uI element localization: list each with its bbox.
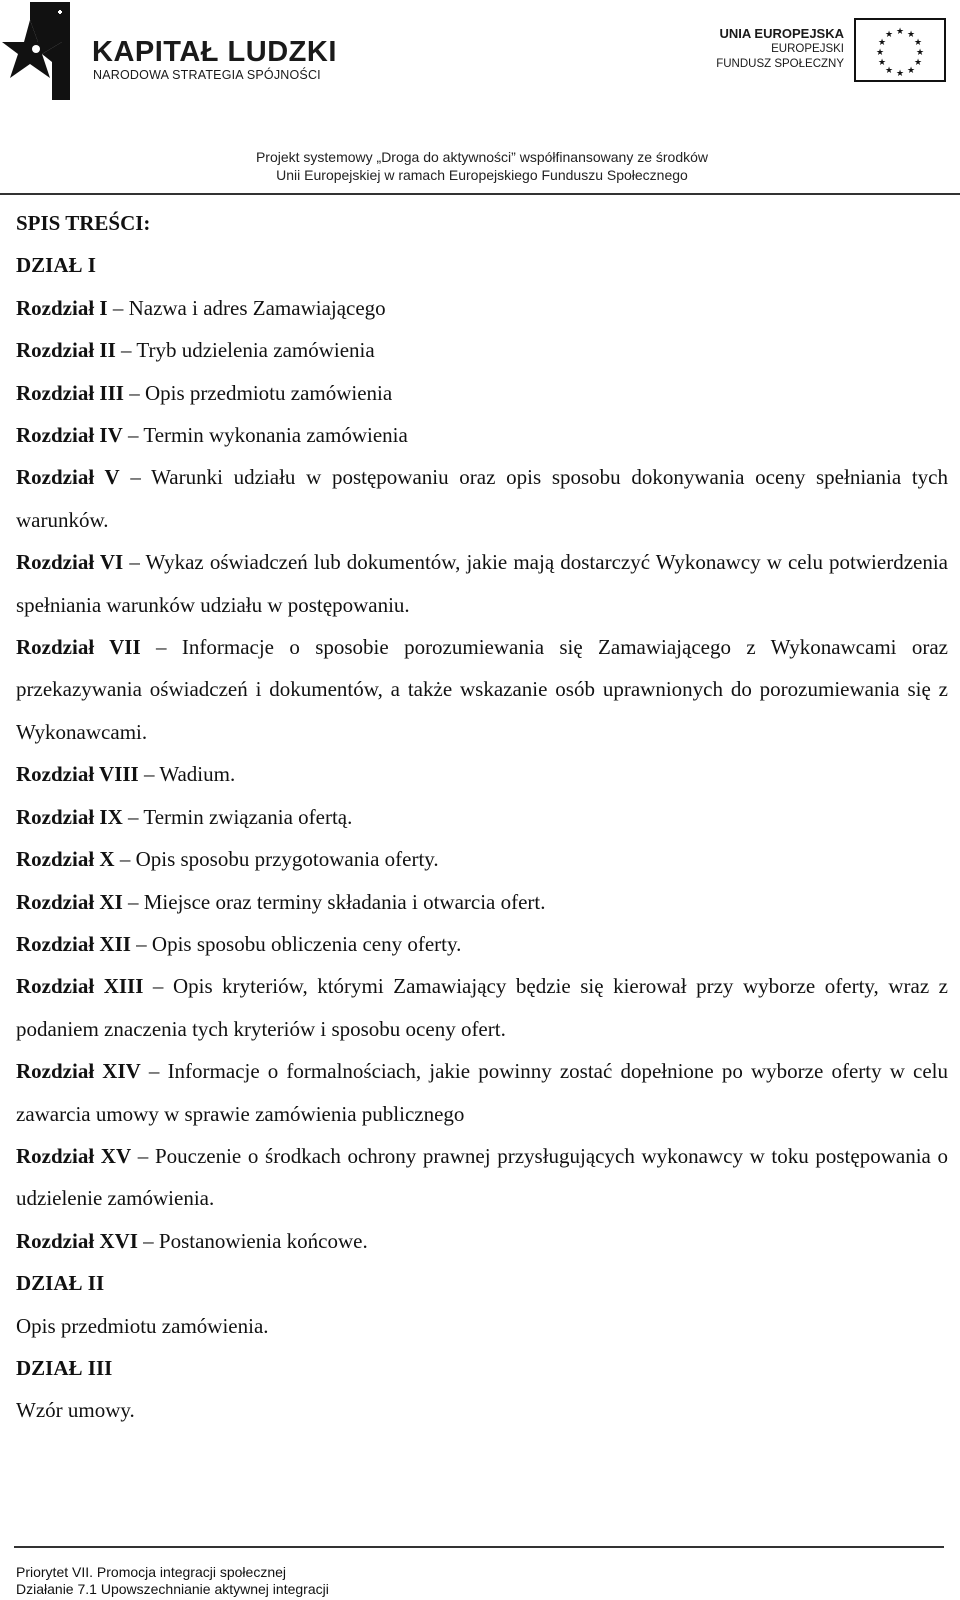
footer-divider: [14, 1546, 944, 1548]
toc-item-chapter-5: [16, 456, 948, 541]
toc-item-chapter-3: [16, 372, 948, 414]
eu-logo-line3: FUNDUSZ SPOŁECZNY: [716, 58, 844, 70]
chapter-title: Termin wykonania zamówienia: [143, 423, 408, 448]
svg-text:★: ★: [895, 27, 905, 37]
toc-item-chapter-7: [16, 626, 948, 753]
chapter-separator: –: [123, 380, 145, 405]
project-line-2: Unii Europejskiej w ramach Europejskiego Funduszu Społecznego: [276, 167, 688, 183]
chapter-separator: –: [130, 931, 152, 956]
toc-item-chapter-9: [16, 796, 948, 838]
chapter-label: Rozdział X: [16, 847, 115, 872]
chapter-separator: –: [140, 1059, 168, 1084]
chapter-separator: –: [114, 847, 136, 872]
eu-logo-line1: UNIA EUROPEJSKA: [719, 26, 844, 41]
svg-text:★: ★: [877, 38, 887, 48]
toc-item-chapter-13: [16, 965, 948, 1050]
dzial-2-text: Opis przedmiotu zamówienia.: [16, 1313, 269, 1338]
chapter-title: Informacje o sposobie porozumiewania się Zamawiającego z Wykonawcami oraz przekazywania oświadczeń i dokumentów, a także wskazanie osób uprawnionych do porozumiewania się z Wykonawcami.: [16, 635, 948, 744]
svg-text:★: ★: [913, 58, 923, 68]
header-divider: [0, 193, 960, 195]
chapter-separator: –: [143, 974, 173, 999]
project-line-1: Projekt systemowy „Droga do aktywności” współfinansowany ze środków: [255, 149, 709, 165]
svg-text:★: ★: [906, 30, 916, 40]
chapter-title: Informacje o formalnościach, jakie powinny zostać dopełnione po wyborze oferty w celu zawarcia umowy w sprawie zamówienia publicznego: [16, 1059, 948, 1126]
chapter-label: Rozdział XVI: [16, 1228, 138, 1253]
chapter-label: Rozdział V: [16, 465, 120, 490]
toc-item-chapter-14: [16, 1050, 948, 1135]
chapter-label: Rozdział XI: [16, 889, 123, 914]
svg-text:★: ★: [913, 38, 923, 48]
chapter-label: Rozdział XIV: [16, 1059, 141, 1084]
chapter-label: Rozdział VI: [16, 550, 124, 575]
chapter-title: Pouczenie o środkach ochrony prawnej przysługujących wykonawcy w toku postępowania o udzielenie zamówienia.: [16, 1143, 948, 1211]
eu-logo-line2: EUROPEJSKI: [771, 43, 844, 55]
chapter-separator: –: [119, 465, 152, 490]
toc-item-chapter-16: [16, 1220, 948, 1262]
chapter-separator: –: [115, 338, 137, 363]
chapter-title: Opis sposobu obliczenia ceny oferty.: [151, 931, 462, 956]
chapter-separator: –: [138, 762, 160, 787]
chapter-title: Opis przedmiotu zamówienia: [144, 380, 393, 405]
table-of-contents: [16, 202, 948, 1432]
dzial-3-heading: DZIAŁ III: [16, 1355, 113, 1380]
chapter-title: Tryb udzielenia zamówienia: [136, 338, 375, 363]
toc-item-chapter-1: [16, 287, 948, 329]
chapter-label: Rozdział XII: [16, 931, 131, 956]
chapter-title: Warunki udziału w postępowaniu oraz opis sposobu dokonywania oceny spełniania tych warunków.: [16, 465, 948, 532]
chapter-label: Rozdział VIII: [16, 762, 139, 787]
chapter-separator: –: [137, 1228, 159, 1253]
svg-text:★: ★: [906, 66, 916, 76]
chapter-title: Opis sposobu przygotowania oferty.: [135, 847, 439, 872]
chapter-title: Miejsce oraz terminy składania i otwarcia ofert.: [143, 889, 546, 914]
chapter-label: Rozdział II: [16, 338, 116, 363]
chapter-separator: –: [123, 550, 146, 575]
chapter-title: Termin związania ofertą.: [143, 804, 353, 829]
svg-text:★: ★: [875, 48, 885, 58]
toc-item-chapter-12: [16, 923, 948, 965]
chapter-separator: –: [140, 635, 182, 660]
chapter-label: Rozdział IX: [16, 804, 123, 829]
project-info: [222, 148, 742, 184]
chapter-title: Opis kryteriów, którymi Zamawiający będzie się kierował przy wyborze oferty, wraz z podaniem znaczenia tych kryteriów i sposobu oceny ofert.: [16, 974, 949, 1041]
toc-item-chapter-2: [16, 329, 948, 371]
toc-item-chapter-15: [16, 1135, 948, 1220]
chapter-title: Postanowienia końcowe.: [158, 1228, 368, 1253]
dzial-2-heading: DZIAŁ II: [16, 1271, 105, 1296]
toc-item-chapter-6: [16, 541, 948, 626]
chapter-label: Rozdział I: [16, 295, 108, 320]
kapital-ludzki-title: KAPITAŁ LUDZKI: [92, 36, 337, 68]
chapter-label: Rozdział XIII: [16, 974, 144, 999]
footer-line-2: Działanie 7.1 Upowszechnianie aktywnej integracji: [16, 1581, 329, 1597]
chapter-label: Rozdział XV: [16, 1143, 132, 1168]
svg-text:★: ★: [884, 66, 894, 76]
chapter-title: Wadium.: [159, 762, 236, 787]
kapital-ludzki-logo: [2, 2, 337, 100]
dzial-3-text: Wzór umowy.: [16, 1398, 135, 1423]
svg-text:★: ★: [895, 69, 905, 79]
chapter-separator: –: [122, 889, 144, 914]
toc-item-chapter-4: [16, 414, 948, 456]
footer-line-1: Priorytet VII. Promocja integracji społecznej: [16, 1564, 286, 1580]
chapter-separator: –: [122, 804, 144, 829]
toc-item-chapter-11: [16, 881, 948, 923]
toc-item-chapter-10: [16, 838, 948, 880]
chapter-separator: –: [131, 1143, 155, 1168]
toc-heading: SPIS TREŚCI:: [16, 211, 151, 235]
kapital-ludzki-subtitle: NARODOWA STRATEGIA SPÓJNOŚCI: [93, 68, 321, 82]
chapter-title: Nazwa i adres Zamawiającego: [128, 295, 386, 320]
toc-item-chapter-8: [16, 753, 948, 795]
kapital-ludzki-star-icon: [2, 2, 70, 100]
chapter-label: Rozdział III: [16, 380, 124, 405]
chapter-label: Rozdział IV: [16, 423, 123, 448]
page-footer: [0, 1546, 960, 1600]
chapter-title: Wykaz oświadczeń lub dokumentów, jakie mają dostarczyć Wykonawcy w celu potwierdzenia spełniania warunków udziału w postępowaniu.: [16, 550, 948, 617]
eu-flag-icon: [854, 18, 946, 82]
svg-text:★: ★: [884, 30, 894, 40]
chapter-separator: –: [107, 295, 129, 320]
svg-text:★: ★: [877, 58, 887, 68]
svg-text:★: ★: [915, 48, 925, 58]
chapter-label: Rozdział VII: [16, 635, 141, 660]
eu-logo-text: [700, 26, 844, 72]
dzial-1-heading: DZIAŁ I: [16, 253, 96, 278]
chapter-separator: –: [122, 423, 144, 448]
page-header: [0, 0, 960, 200]
footer-text: [16, 1564, 329, 1598]
